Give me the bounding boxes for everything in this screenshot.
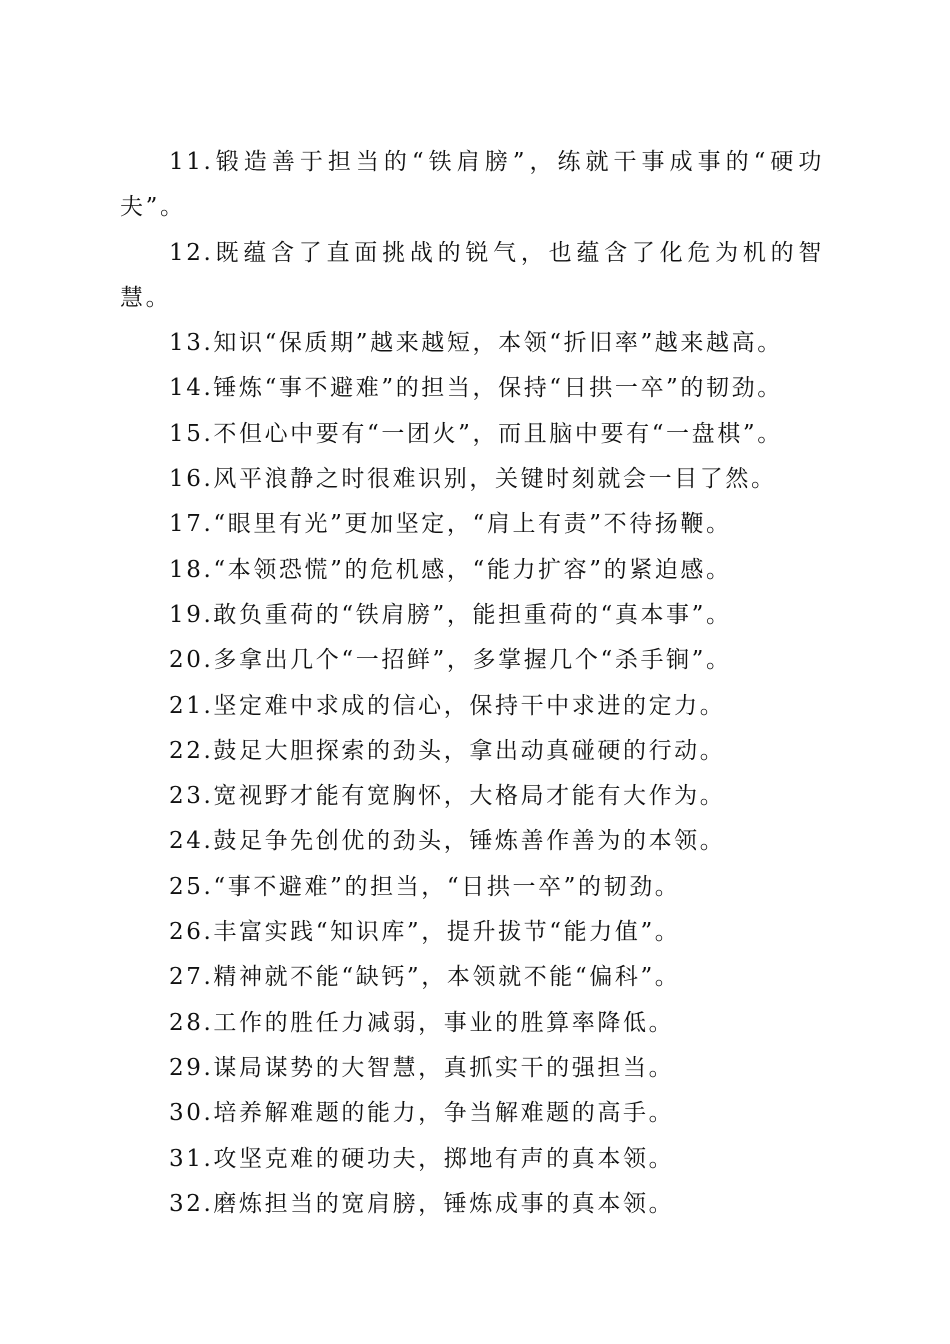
list-item: 25.“事不避难”的担当，“日拱一卒”的韧劲。 bbox=[169, 873, 681, 900]
list-item: 27.精神就不能“缺钙”，本领就不能“偏科”。 bbox=[169, 964, 681, 991]
list-item: 29.谋局谋势的大智慧，真抓实干的强担当。 bbox=[169, 1054, 675, 1081]
list-item: 13.知识“保质期”越来越短，本领“折旧率”越来越高。 bbox=[169, 330, 783, 357]
list-item: 16.风平浪静之时很难识别，关键时刻就会一目了然。 bbox=[169, 466, 777, 493]
list-item: 12.既蕴含了直面挑战的锐气，也蕴含了化危为机的智慧。 bbox=[120, 239, 824, 311]
list-item: 24.鼓足争先创优的劲头，锤炼善作善为的本领。 bbox=[169, 828, 726, 855]
list-item: 11.锻造善于担当的“铁肩膀”，练就干事成事的“硬功夫”。 bbox=[120, 149, 824, 221]
list-item: 22.鼓足大胆探索的劲头，拿出动真碰硬的行动。 bbox=[169, 737, 726, 764]
list-item: 18.“本领恐慌”的危机感，“能力扩容”的紧迫感。 bbox=[169, 556, 732, 583]
list-item: 28.工作的胜任力减弱，事业的胜算率降低。 bbox=[169, 1009, 675, 1036]
list-item: 19.敢负重荷的“铁肩膀”，能担重荷的“真本事”。 bbox=[169, 601, 732, 628]
list-item: 31.攻坚克难的硬功夫，掷地有声的真本领。 bbox=[169, 1145, 675, 1172]
list-item: 32.磨炼担当的宽肩膀，锤炼成事的真本领。 bbox=[169, 1190, 675, 1217]
list-item: 26.丰富实践“知识库”，提升拔节“能力值”。 bbox=[169, 919, 681, 946]
numbered-list bbox=[120, 140, 824, 1227]
list-item: 23.宽视野才能有宽胸怀，大格局才能有大作为。 bbox=[169, 783, 726, 810]
list-item: 30.培养解难题的能力，争当解难题的高手。 bbox=[169, 1100, 675, 1127]
list-item: 14.锤炼“事不避难”的担当，保持“日拱一卒”的韧劲。 bbox=[169, 375, 783, 402]
list-item: 20.多拿出几个“一招鲜”，多掌握几个“杀手锏”。 bbox=[169, 647, 732, 674]
list-item: 17.“眼里有光”更加坚定，“肩上有责”不待扬鞭。 bbox=[169, 511, 732, 538]
list-item: 15.不但心中要有“一团火”，而且脑中要有“一盘棋”。 bbox=[169, 420, 783, 447]
list-item: 21.坚定难中求成的信心，保持干中求进的定力。 bbox=[169, 692, 726, 719]
